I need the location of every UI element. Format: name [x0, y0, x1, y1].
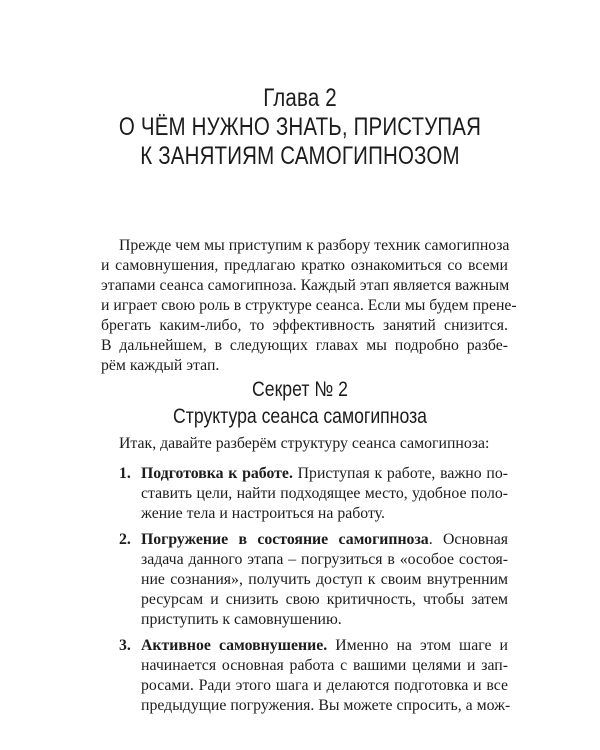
item-text: . Основная [428, 531, 508, 548]
item-text: Приступая к работе, важно по- [292, 465, 508, 482]
item-heading: Подготовка к работе. [141, 465, 293, 482]
item-line: приступить к самовнушению. [141, 611, 342, 628]
secret-title: Структура сеанса самогипноза [173, 405, 427, 428]
list-item [101, 636, 511, 716]
item-line: ние сознания», получить доступ к своим внутренним [141, 571, 508, 588]
paragraph-line: этапами сеанса самогипноза. Каждый этап является важным [101, 277, 510, 294]
chapter-heading [54, 84, 546, 171]
item-heading: Активное самовнушение. [141, 637, 328, 654]
list-item [101, 530, 508, 630]
item-line: ставить цели, найти подходящее место, удобное поло- [141, 485, 508, 502]
item-line: ресурсам и снизить свою критичность, чтобы затем [141, 591, 508, 608]
item-line: росами. Ради этого шага и делаются подготовка и все [141, 677, 508, 694]
paragraph-line: и играет свою роль в структуре сеанса. Если мы будем прене- [101, 297, 517, 314]
item-line: задача данного этапа – погрузиться в «особое состоя- [141, 551, 508, 568]
item-text: Именно на этом шаге и [327, 637, 508, 654]
item-line: жение тела и настроиться на работу. [141, 505, 385, 522]
intro-paragraph [101, 236, 517, 376]
item-line: предыдущие погружения. Вы можете спросить, а мож- [141, 697, 511, 714]
paragraph-line: рём каждый этап. [101, 357, 220, 374]
item-line: начинается основная работа с вашими целями и зап- [141, 657, 508, 674]
paragraph-line: В дальнейшем, в следующих главах мы подробно разбе- [101, 337, 508, 354]
list-item [101, 464, 508, 524]
chapter-title-line-2: К ЗАНЯТИЯМ САМОГИПНОЗОМ [140, 142, 460, 170]
item-number: 1. [119, 465, 131, 482]
lead-sentence: Итак, давайте разберём структуру сеанса самогипноза: [119, 435, 490, 452]
paragraph-line: и самовнушения, предлагаю кратко ознакомиться со всеми [101, 257, 508, 274]
item-number: 2. [119, 531, 131, 548]
chapter-title-line-1: О ЧЁМ НУЖНО ЗНАТЬ, ПРИСТУПАЯ [118, 113, 482, 141]
section-heading [48, 376, 552, 430]
chapter-label: Глава 2 [263, 84, 337, 112]
item-number: 3. [119, 637, 131, 654]
paragraph-line: брегать каким-либо, то эффективность занятий снизится. [101, 317, 508, 334]
numbered-list [101, 464, 511, 722]
paragraph-line: Прежде чем мы приступим к разбору техник самогипноза [119, 237, 510, 254]
item-heading: Погружение в состояние самогипноза [141, 531, 429, 548]
secret-label: Секрет № 2 [252, 378, 348, 401]
